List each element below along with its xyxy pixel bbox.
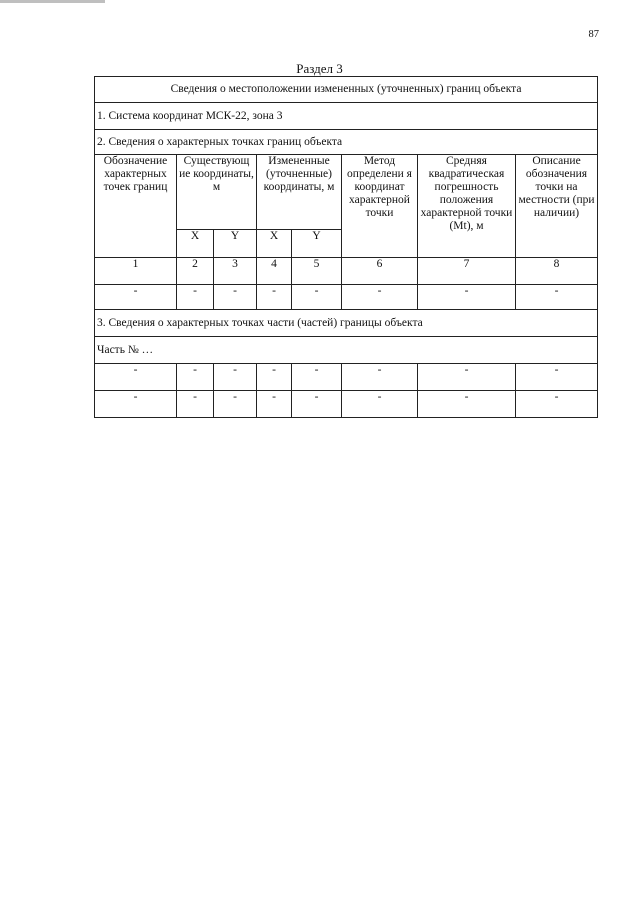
part-points-heading: 3. Сведения о характерных точках части (частей) границы объекта bbox=[95, 310, 598, 337]
scan-artifact-line bbox=[0, 0, 105, 3]
boundary-table bbox=[94, 76, 598, 418]
table-cell: - bbox=[516, 364, 598, 391]
table-cell: - bbox=[95, 364, 177, 391]
table-cell: - bbox=[292, 391, 342, 418]
table-row bbox=[95, 285, 598, 310]
section-title: Раздел 3 bbox=[296, 61, 343, 76]
table-cell: - bbox=[418, 391, 516, 418]
column-header-y-changed: Y bbox=[292, 230, 342, 258]
table-cell: - bbox=[292, 364, 342, 391]
table-cell: - bbox=[257, 391, 292, 418]
column-number: 2 bbox=[177, 258, 214, 285]
page-number: 87 bbox=[588, 29, 599, 40]
column-header-method: Метод определени я координат характерной точки bbox=[342, 155, 418, 258]
table-cell: - bbox=[342, 391, 418, 418]
column-number: 7 bbox=[418, 258, 516, 285]
table-cell: - bbox=[292, 285, 342, 310]
coordinate-system: 1. Система координат МСК-22, зона 3 bbox=[95, 103, 598, 130]
table-cell: - bbox=[342, 364, 418, 391]
column-number: 1 bbox=[95, 258, 177, 285]
column-header-y-existing: Y bbox=[214, 230, 257, 258]
column-header-description: Описание обозначения точки на местности (при наличии) bbox=[516, 155, 598, 258]
column-header-existing-coords: Существующ ие координаты, м bbox=[177, 155, 257, 230]
column-number: 8 bbox=[516, 258, 598, 285]
boundary-points-heading: 2. Сведения о характерных точках границ объекта bbox=[95, 130, 598, 155]
table-cell: - bbox=[214, 391, 257, 418]
table-cell: - bbox=[418, 364, 516, 391]
table-cell: - bbox=[177, 391, 214, 418]
table-cell: - bbox=[177, 285, 214, 310]
table-cell: - bbox=[214, 285, 257, 310]
column-number: 6 bbox=[342, 258, 418, 285]
table-cell: - bbox=[95, 285, 177, 310]
column-header-changed-coords: Измененные (уточненные) координаты, м bbox=[257, 155, 342, 230]
table-cell: - bbox=[257, 285, 292, 310]
column-header-x-changed: X bbox=[257, 230, 292, 258]
table-title: Сведения о местоположении измененных (уточненных) границ объекта bbox=[95, 77, 598, 103]
column-header-x-existing: X bbox=[177, 230, 214, 258]
table-row bbox=[95, 364, 598, 391]
table-cell: - bbox=[342, 285, 418, 310]
table-cell: - bbox=[418, 285, 516, 310]
column-header-mean-error: Средняя квадратическая погрешность положения характерной точки (Mt), м bbox=[418, 155, 516, 258]
column-number: 5 bbox=[292, 258, 342, 285]
column-header-point-designation: Обозначение характерных точек границ bbox=[95, 155, 177, 258]
table-cell: - bbox=[95, 391, 177, 418]
table-cell: - bbox=[214, 364, 257, 391]
table-cell: - bbox=[177, 364, 214, 391]
column-number: 4 bbox=[257, 258, 292, 285]
table-row bbox=[95, 391, 598, 418]
table-cell: - bbox=[516, 391, 598, 418]
table-cell: - bbox=[257, 364, 292, 391]
part-label: Часть № … bbox=[95, 337, 598, 364]
table-cell: - bbox=[516, 285, 598, 310]
column-number: 3 bbox=[214, 258, 257, 285]
